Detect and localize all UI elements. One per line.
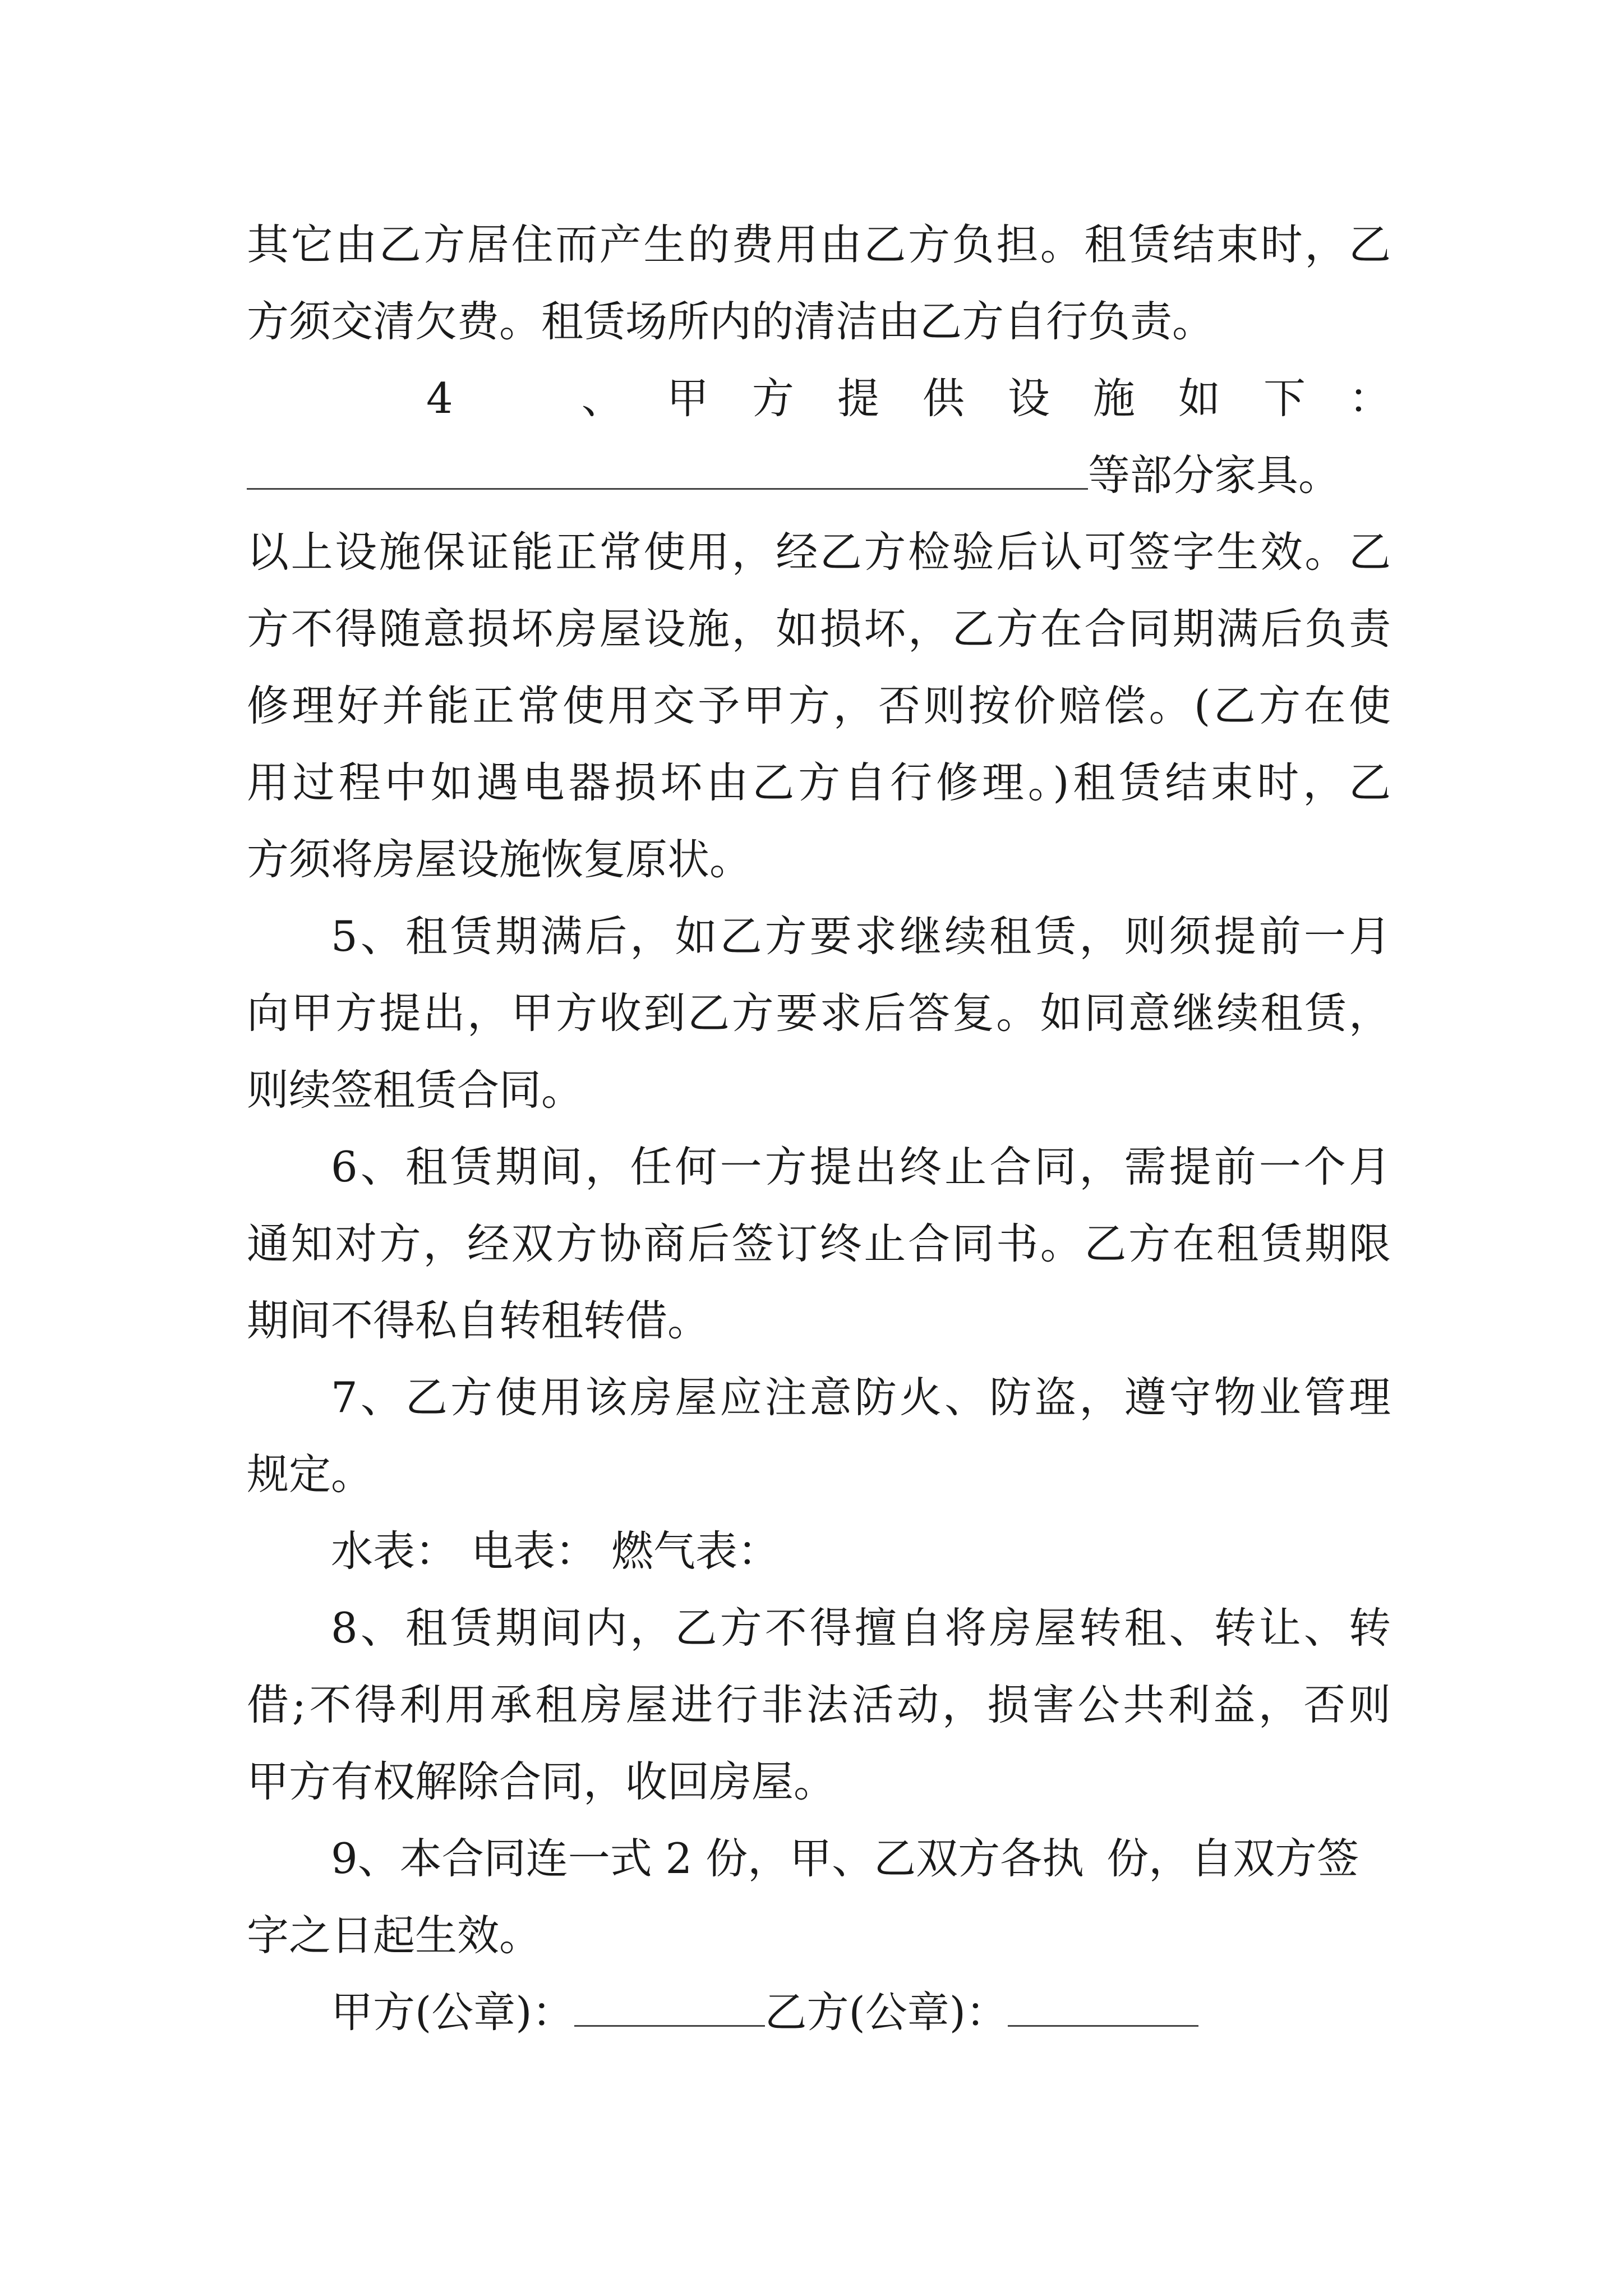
text-line: 方须交清欠费。租赁场所内的清洁由乙方自行负责。: [247, 297, 1215, 346]
text-line: 以上设施保证能正常使用，经乙方检验后认可签字生效。乙: [247, 527, 1391, 577]
clause-6: 6、租赁期间，任何一方提出终止合同，需提前一个月: [331, 1142, 1391, 1191]
clause-5: 5、租赁期满后，如乙方要求继续租赁，则须提前一月: [331, 912, 1391, 961]
text-line: 字之日起生效。: [247, 1911, 542, 1960]
text-line: 方不得随意损坏房屋设施，如损坏，乙方在合同期满后负责: [247, 604, 1391, 654]
party-b-label: 乙方(公章)：: [764, 1987, 1008, 2037]
facilities-blank: [247, 454, 1088, 490]
text-line: 规定。: [247, 1450, 374, 1499]
text-line: 向甲方提出，甲方收到乙方要求后答复。如同意继续租赁，: [247, 988, 1391, 1038]
clause-9: [247, 1820, 1391, 1897]
electric-meter-label: 电表：: [471, 1526, 598, 1576]
text-line: 期间不得私自转租转借。: [247, 1296, 710, 1345]
party-a-label: 甲方(公章)：: [331, 1987, 574, 2037]
text-line: 其它由乙方居住而产生的费用由乙方负担。租赁结束时，乙: [247, 220, 1391, 269]
contract-text: [247, 206, 1391, 2051]
facilities-line: [247, 437, 1391, 514]
clause-4-heading: 4 、甲方提供设施如下：: [426, 374, 1391, 423]
text-line: 用过程中如遇电器损坏由乙方自行修理。)租赁结束时，乙: [247, 758, 1391, 807]
clause-7: 7、乙方使用该房屋应注意防火、防盗，遵守物业管理: [331, 1373, 1391, 1422]
party-a-seal-blank: [574, 1991, 765, 2027]
clause-8: 8、租赁期间内，乙方不得擅自将房屋转租、转让、转: [331, 1603, 1391, 1653]
signature-line: [247, 1974, 1391, 2051]
text-line: 则续签租赁合同。: [247, 1065, 584, 1115]
text-line: 通知对方，经双方协商后签订终止合同书。乙方在租赁期限: [247, 1219, 1391, 1268]
party-b-seal-blank: [1008, 1991, 1198, 2027]
facilities-suffix: 等部分家具。: [1088, 450, 1341, 500]
text-line: 方须将房屋设施恢复原状。: [247, 835, 752, 884]
clause-9-part-a: 9、本合同连一式 2 份，甲、乙双方各执: [331, 1834, 1085, 1883]
clause-9-part-b: 份，自双方签: [1106, 1834, 1359, 1883]
meter-readings: [247, 1513, 1391, 1590]
text-line: 借;不得利用承租房屋进行非法活动，损害公共利益，否则: [247, 1680, 1391, 1729]
gas-meter-label: 燃气表：: [611, 1526, 780, 1576]
text-line: 甲方有权解除合同，收回房屋。: [247, 1757, 836, 1806]
text-line: 修理好并能正常使用交予甲方，否则按价赔偿。(乙方在使: [247, 681, 1391, 730]
water-meter-label: 水表：: [331, 1526, 458, 1576]
